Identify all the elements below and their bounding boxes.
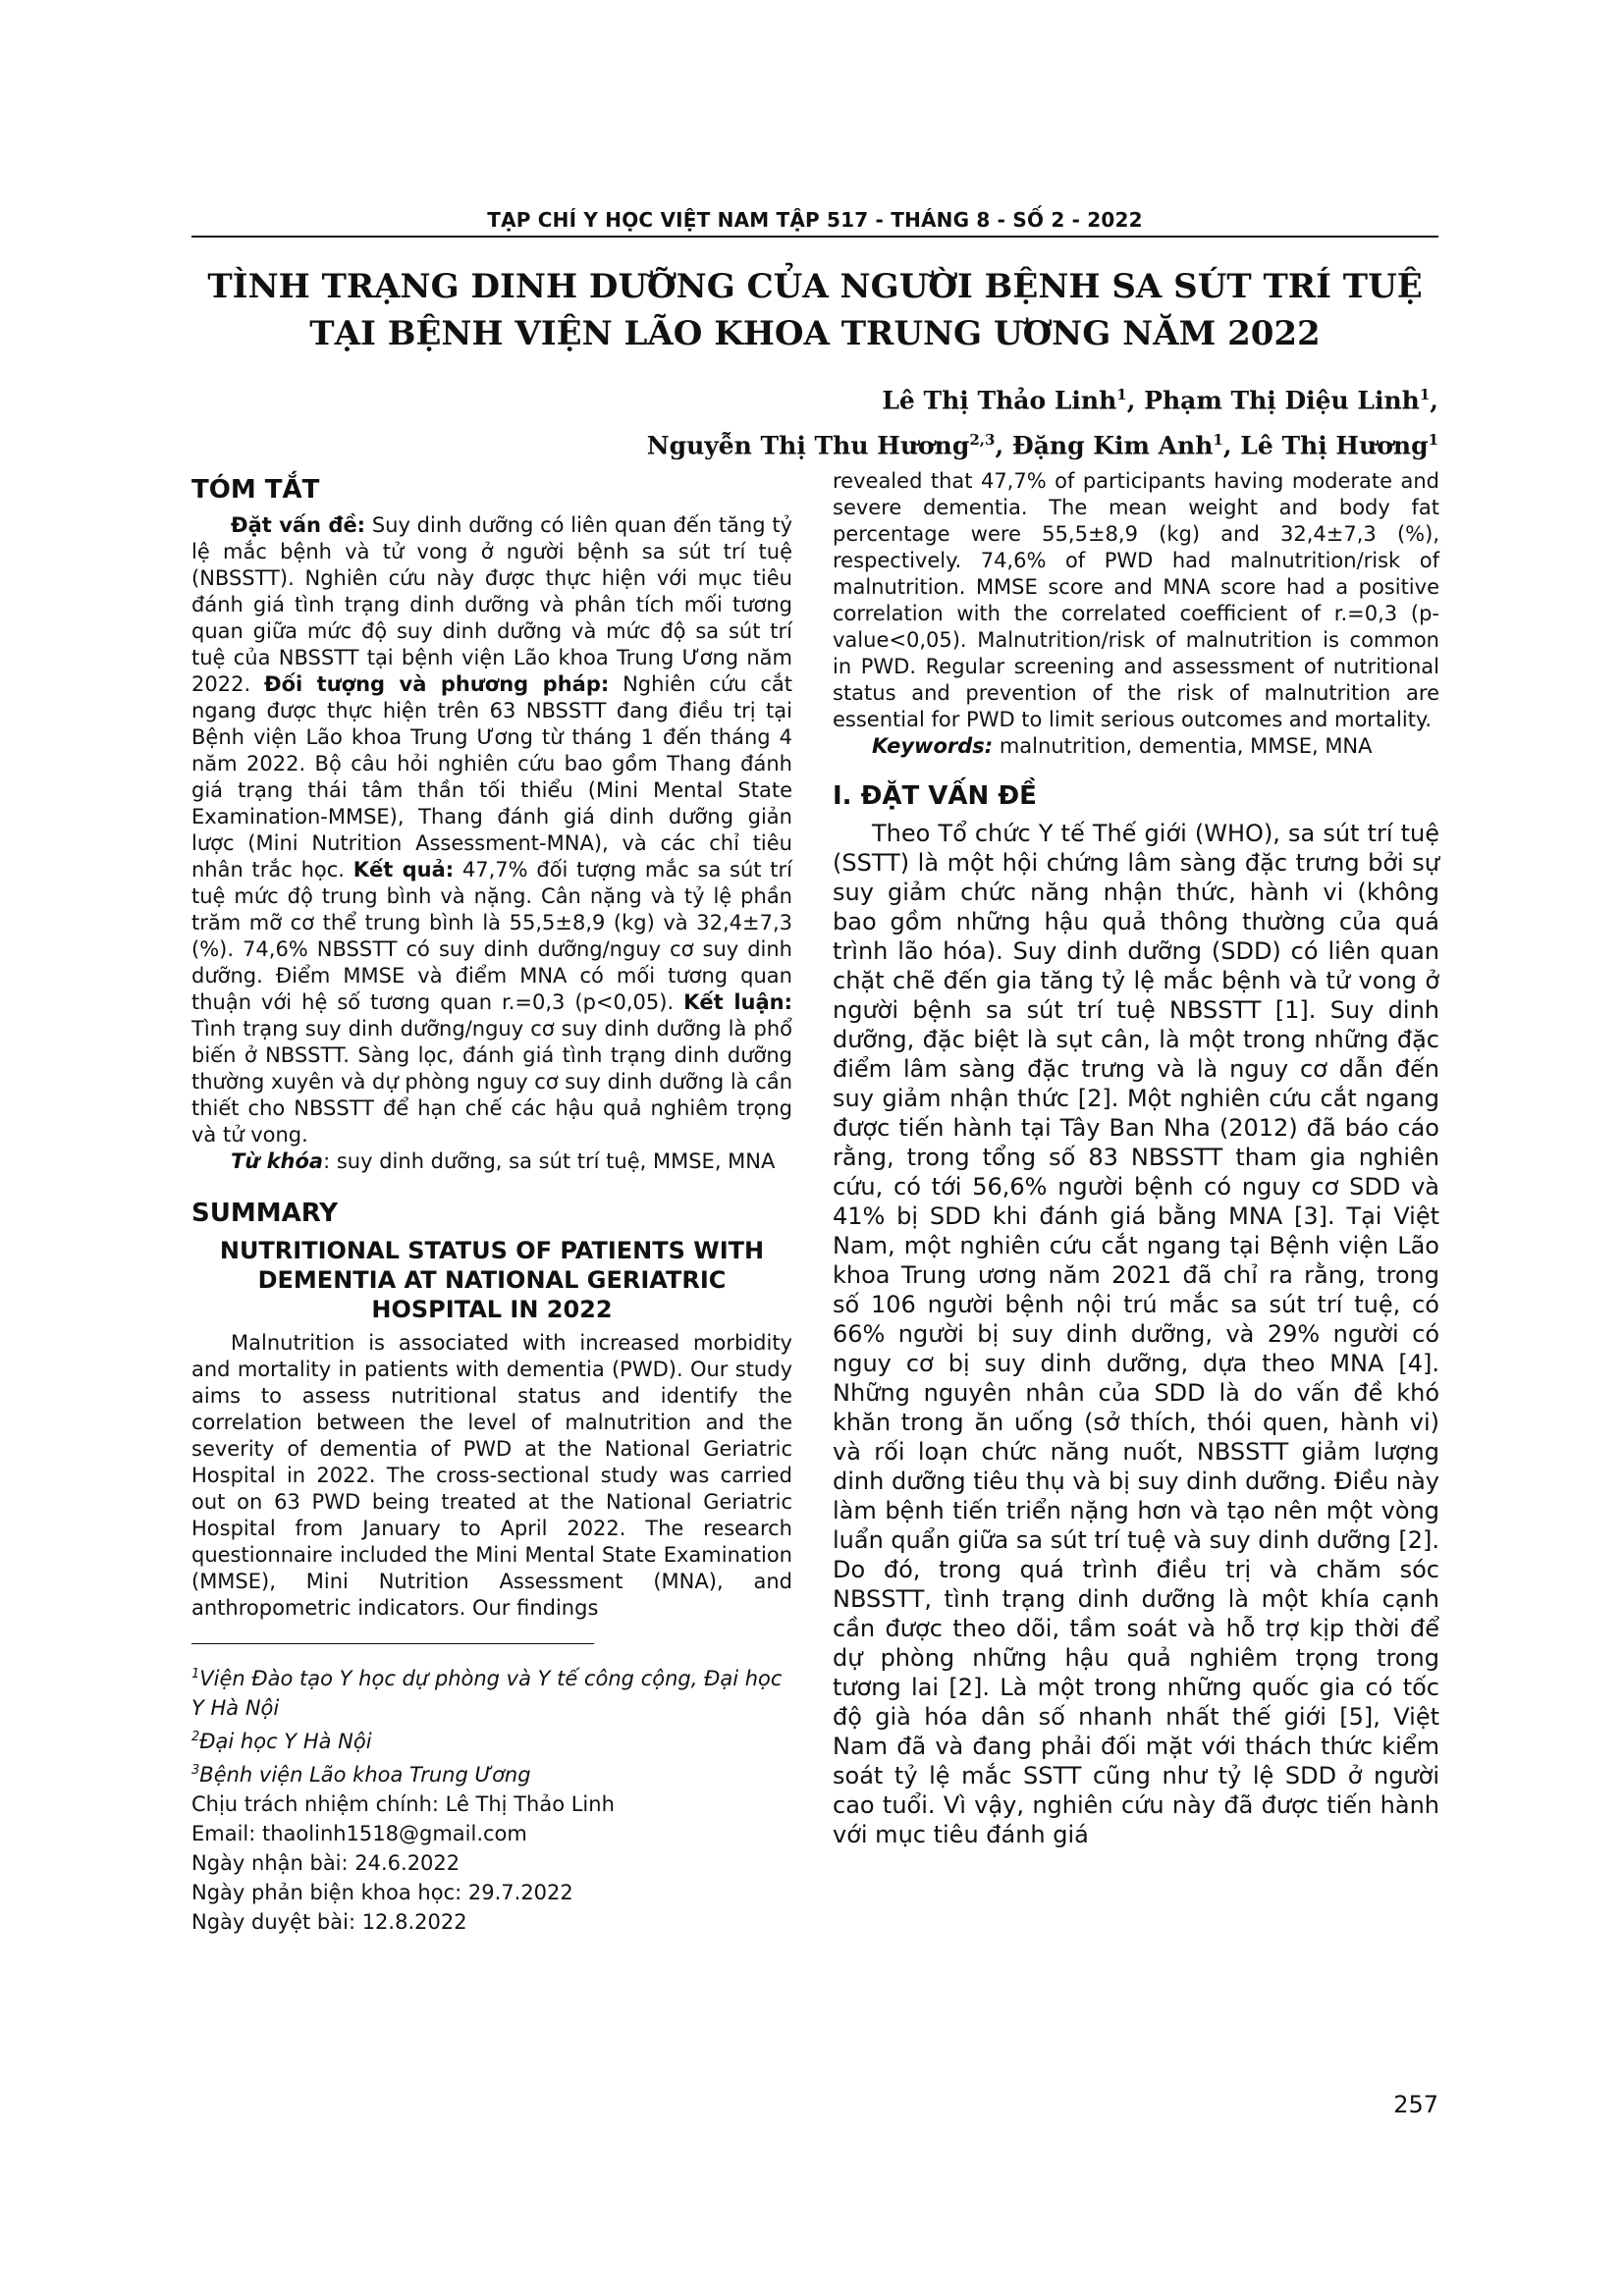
contact-email: Email: thaolinh1518@gmail.com [191,1822,527,1845]
summary-paragraph-start: Malnutrition is associated with increased morbidity and mortality in patients with dementia (PWD). Our study aims to assess nutritional status and identify the correlation between the level of malnutrition and the severity of dementia of PWD at the National Geriatric Hospital in 2022. The cross-sectional study was carried out on 63 PWD being treated at the National Geriatric Hospital from January to April 2022. The research questionnaire included the Mini Mental State Examination (MMSE), Mini Nutrition Assessment (MNA), and anthropometric indicators. Our findings [191,1331,792,1620]
right-column [833,468,1439,1849]
summary-paragraph-end: revealed that 47,7% of participants having moderate and severe dementia. The mean weight and body fat percentage were 55,5±8,9 (kg) and 32,4±7,3 (%), respectively. 74,6% of PWD had malnutrition/risk of malnutrition. MMSE score and MNA score had a positive correlation with the correlated coefficient of r.=0,3 (p-value<0,05). Malnutrition/risk of malnutrition is common in PWD. Regular screening and assessment of nutritional status and prevention of the risk of malnutrition are essential for PWD to limit serious outcomes and mortality. [833,469,1439,731]
author-separator: , [1222,431,1241,460]
abstract-vi-body [191,512,792,1148]
summary-title-line-2: DEMENTIA AT NATIONAL GERIATRIC [257,1266,727,1294]
author-1-affil: 1 [1116,386,1127,403]
affiliation-1-text: Viện Đào tạo Y học dự phòng và Y tế công cộng, Đại học Y Hà Nội [191,1667,783,1720]
author-4-affil: 1 [1213,431,1223,450]
affiliation-3 [191,1756,792,1789]
date-accepted: Ngày duyệt bài: 12.8.2022 [191,1910,467,1934]
keywords-vi-text: : suy dinh dưỡng, sa sút trí tuệ, MMSE, MNA [323,1149,776,1173]
author-3-affil: 2,3 [969,431,996,450]
affiliation-1 [191,1660,792,1723]
results-text: 47,7% đối tượng mắc sa sút trí tuệ mức độ trung bình và nặng. Cân nặng và tỷ lệ phần trăm mỡ cơ thể trung bình là 55,5±8,9 (kg) và 32,4±7,3 (%). 74,6% NBSSTT có suy dinh dưỡng/nguy cơ suy dinh dưỡng. Điểm MMSE và điểm MNA có mối tương quan thuận với hệ số tương quan r.=0,3 (p<0,05). [191,858,792,1014]
keywords-vi-label: Từ khóa [231,1149,324,1173]
author-line-1 [422,375,1438,420]
author-3: Nguyễn Thị Thu Hương [646,431,970,460]
conclusion-label: Kết luận: [683,990,792,1014]
author-2-affil: 1 [1419,386,1431,403]
author-separator: , [1430,386,1438,415]
intro-section [833,819,1439,1849]
keywords-en-label: Keywords: [872,734,994,758]
summary-title [191,1236,792,1324]
keywords-en-text: malnutrition, dementia, MMSE, MNA [993,734,1373,758]
header-rule [191,236,1438,238]
background-text: Suy dinh dưỡng có liên quan đến tăng tỷ lệ mắc bệnh và tử vong ở người bệnh sa sút trí tuệ (NBSSTT). Nghiên cứu này được thực hiện với mục tiêu đánh giá tình trạng dinh dưỡng và phân tích mối tương quan giữa mức độ suy dinh dưỡng và mức độ sa sút trí tuệ của NBSSTT tại bệnh viện Lão khoa Trung Ương năm 2022. [191,513,792,696]
corresponding-author: Chịu trách nhiệm chính: Lê Thị Thảo Linh [191,1792,615,1816]
affiliation-2 [191,1723,792,1756]
results-label: Kết quả: [352,858,455,881]
keywords-vi [191,1148,792,1175]
author-5: Lê Thị Hương [1240,431,1429,460]
footnotes [191,1660,792,1937]
date-received: Ngày nhận bài: 24.6.2022 [191,1851,460,1875]
abstract-vi [191,512,792,1175]
author-list [422,375,1438,466]
summary-title-line-1: NUTRITIONAL STATUS OF PATIENTS WITH [219,1237,765,1264]
keywords-en [833,733,1439,760]
intro-paragraph: Theo Tổ chức Y tế Thế giới (WHO), sa sút trí tuệ (SSTT) là một hội chứng lâm sàng đặc trưng bởi sự suy giảm chức năng nhận thức, hành vi (không bao gồm những hậu quả thông thường của quá trình lão hóa). Suy dinh dưỡng (SDD) có liên quan chặt chẽ đến gia tăng tỷ lệ mắc bệnh và tử vong ở người bệnh sa sút trí tuệ NBSSTT [1]. Suy dinh dưỡng, đặc biệt là sụt cân, là một trong những đặc điểm lâm sàng đặc trưng và là nguy cơ dẫn đến suy giảm nhận thức [2]. Một nghiên cứu cắt ngang được tiến hành tại Tây Ban Nha (2012) đã báo cáo rằng, trong tổng số 83 NBSSTT tham gia nghiên cứu, có tới 56,6% người bệnh có nguy cơ SDD và 41% bị SDD khi đánh giá bằng MNA [3]. Tại Việt Nam, một nghiên cứu cắt ngang tại Bệnh viện Lão khoa Trung ương năm 2021 đã chỉ ra rằng, trong số 106 người bệnh nội trú mắc sa sút trí tuệ, có 66% người bị suy dinh dưỡng, và 29% người có nguy cơ bị suy dinh dưỡng, dựa theo MNA [4]. Những nguyên nhân của SDD là do vấn đề khó khăn trong ăn uống (sở thích, thói quen, hành vi) và rối loạn chức năng nuốt, NBSSTT giảm lượng dinh dưỡng tiêu thụ và bị suy dinh dưỡng. Điều này làm bệnh tiến triển nặng hơn và tạo nên một vòng luẩn quẩn giữa sa sút trí tuệ và suy dinh dưỡng [2]. Do đó, trong quá trình điều trị và chăm sóc NBSSTT, tình trạng dinh dưỡng là một khía cạnh cần được theo dõi, tầm soát và hỗ trợ kịp thời để dự phòng những hậu quả nghiêm trọng trong tương lai [2]. Là một trong những quốc gia có tốc độ già hóa dân số nhanh nhất thế giới [5], Việt Nam đã và đang phải đối mặt với thách thức kiểm soát tỷ lệ mắc SSTT cũng như tỷ lệ SDD ở người cao tuổi. Vì vậy, nghiên cứu này đã được tiến hành với mục tiêu đánh giá [833,820,1439,1848]
summary-heading: SUMMARY [191,1199,339,1228]
abstract-vi-heading: TÓM TẮT [191,475,320,505]
affiliation-1-marker: 1 [191,1667,200,1682]
author-line-2 [422,420,1438,465]
author-1: Lê Thị Thảo Linh [882,386,1117,415]
summary-body-left [191,1330,792,1622]
summary-title-line-3: HOSPITAL IN 2022 [371,1296,613,1323]
summary-body-right [833,468,1439,760]
title-line-1: TÌNH TRẠNG DINH DƯỠNG CỦA NGƯỜI BỆNH SA SÚT TRÍ TUỆ [207,267,1423,306]
background-label: Đặt vấn đề: [231,513,366,537]
author-2: Phạm Thị Diệu Linh [1144,386,1420,415]
conclusion-text: Tình trạng suy dinh dưỡng/nguy cơ suy dinh dưỡng là phổ biến ở NBSSTT. Sàng lọc, đánh giá tình trạng dinh dưỡng thường xuyên và dự phòng nguy cơ suy dinh dưỡng là cần thiết cho NBSSTT để hạn chế các hậu quả nghiêm trọng và tử vong. [191,1017,793,1147]
affiliation-3-marker: 3 [191,1763,200,1778]
article-title [191,263,1438,357]
affiliation-2-marker: 2 [191,1730,200,1744]
affiliation-3-text: Bệnh viện Lão khoa Trung Ương [199,1763,531,1787]
page-number: 257 [1393,2091,1438,2118]
author-separator: , [1126,386,1145,415]
footnote-rule [191,1643,594,1644]
left-column [191,473,792,1937]
author-5-affil: 1 [1428,431,1438,450]
journal-header: TẠP CHÍ Y HỌC VIỆT NAM TẬP 517 - THÁNG 8 - SỐ 2 - 2022 [487,208,1143,232]
methods-label: Đối tượng và phương pháp: [263,672,610,696]
date-reviewed: Ngày phản biện khoa học: 29.7.2022 [191,1881,573,1904]
affiliation-2-text: Đại học Y Hà Nội [199,1730,372,1753]
author-4: Đặng Kim Anh [1011,431,1214,460]
intro-heading: I. ĐẶT VẤN ĐỀ [833,781,1037,811]
methods-text: Nghiên cứu cắt ngang được thực hiện trên 63 NBSSTT đang điều trị tại Bệnh viện Lão khoa Trung Ương từ tháng 1 đến tháng 4 năm 2022. Bộ câu hỏi nghiên cứu bao gồm Thang đánh giá trạng thái tâm thần tối thiểu (Mini Mental State Examination-MMSE), Thang đánh giá dinh dưỡng giản lược (Mini Nutrition Assessment-MNA), và các chỉ tiêu nhân trắc học. [191,672,792,881]
author-separator: , [995,431,1012,460]
title-line-2: TẠI BỆNH VIỆN LÃO KHOA TRUNG ƯƠNG NĂM 2022 [309,314,1321,353]
